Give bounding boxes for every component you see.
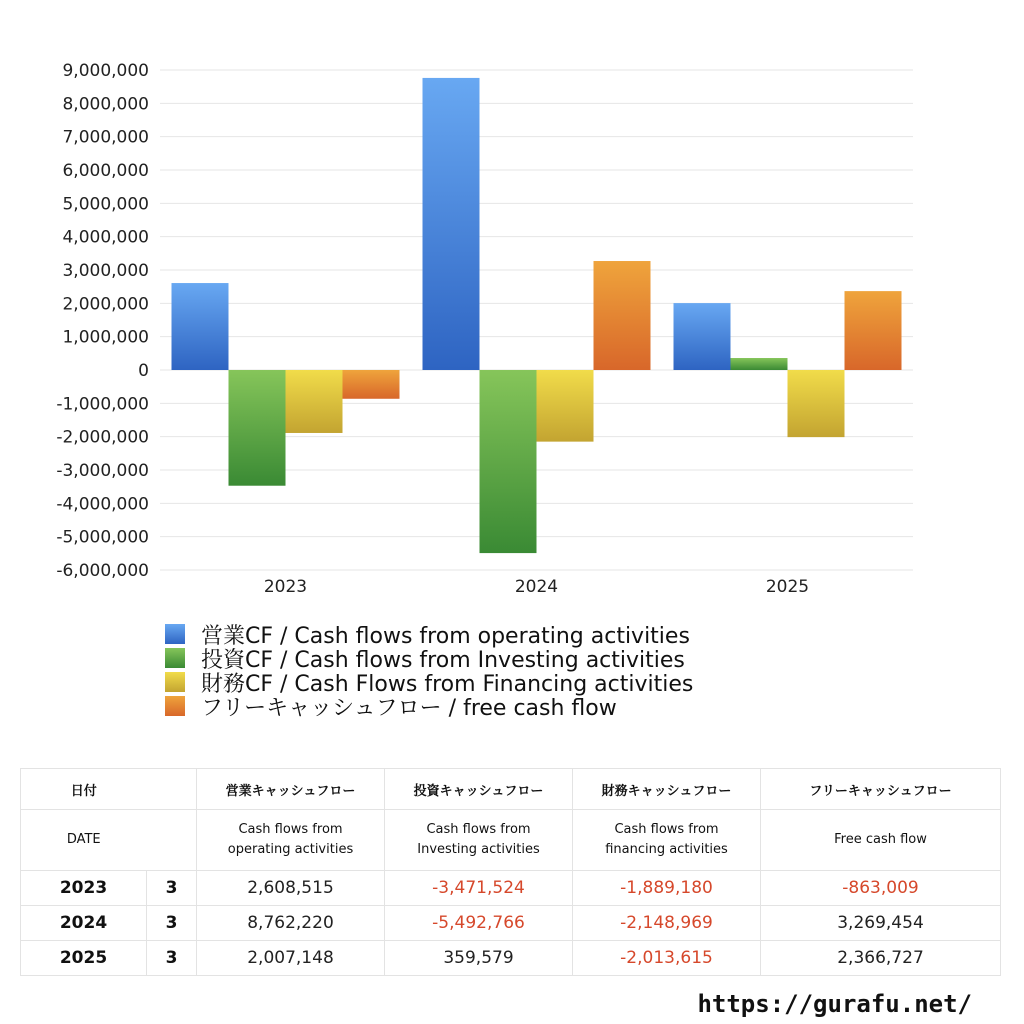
cell-financing: -1,889,180	[573, 871, 761, 906]
legend-item-free	[165, 694, 693, 721]
bar-2024-series-4	[594, 261, 651, 370]
y-tick-label: -1,000,000	[56, 394, 149, 415]
cell-investing: 359,579	[385, 941, 573, 976]
bar-2024-series-2	[480, 370, 537, 553]
header-date: 日付	[21, 769, 147, 810]
row-year: 2024	[21, 906, 147, 941]
y-tick-label: 1,000,000	[62, 327, 149, 348]
x-axis-ticks	[264, 577, 809, 597]
x-tick-label: 2024	[514, 577, 559, 597]
cell-operating: 2,608,515	[197, 871, 385, 906]
subheader-free: Free cash flow	[761, 810, 1001, 871]
cell-free: 2,366,727	[761, 941, 1001, 976]
subheader-operating: Cash flows from operating activities	[197, 810, 385, 871]
cell-free: -863,009	[761, 871, 1001, 906]
y-tick-label: -4,000,000	[56, 494, 149, 515]
cell-investing: -3,471,524	[385, 871, 573, 906]
cell-operating: 2,007,148	[197, 941, 385, 976]
bar-2024-series-1	[423, 78, 480, 370]
header-spacer	[147, 769, 197, 810]
subheader-spacer	[147, 810, 197, 871]
bar-2023-series-4	[343, 370, 400, 399]
legend-swatch-investing	[165, 648, 185, 668]
y-tick-label: 0	[138, 361, 149, 381]
bar-2023-series-3	[286, 370, 343, 433]
row-year: 2025	[21, 941, 147, 976]
legend-swatch-free	[165, 696, 185, 716]
bar-2025-series-3	[788, 370, 845, 437]
header-free: フリーキャッシュフロー	[761, 769, 1001, 810]
table-subheader-row	[21, 810, 1001, 871]
table-row	[21, 906, 1001, 941]
table-row	[21, 941, 1001, 976]
y-tick-label: 4,000,000	[62, 227, 149, 248]
cash-flow-table	[20, 768, 1001, 976]
y-tick-label: 6,000,000	[62, 161, 149, 181]
legend-label-operating: 営業CF / Cash flows from operating activities	[201, 623, 690, 649]
cell-investing: -5,492,766	[385, 906, 573, 941]
subheader-date: DATE	[21, 810, 147, 871]
x-tick-label: 2023	[263, 577, 308, 597]
table-row	[21, 871, 1001, 906]
header-investing: 投資キャッシュフロー	[385, 769, 573, 810]
y-tick-label: 7,000,000	[62, 127, 149, 148]
row-year: 2023	[21, 871, 147, 906]
bar-2024-series-3	[537, 370, 594, 442]
y-tick-label: 5,000,000	[62, 194, 149, 215]
row-month: 3	[147, 941, 197, 976]
bar-2025-series-4	[845, 291, 902, 370]
subheader-investing: Cash flows from Investing activities	[385, 810, 573, 871]
legend-swatch-financing	[165, 672, 185, 692]
table-header-row	[21, 769, 1001, 810]
y-tick-label: -5,000,000	[56, 527, 149, 548]
subheader-financing: Cash flows from financing activities	[573, 810, 761, 871]
legend-swatch-operating	[165, 624, 185, 644]
row-month: 3	[147, 906, 197, 941]
legend-label-investing: 投資CF / Cash flows from Investing activities	[201, 647, 685, 673]
header-financing: 財務キャッシュフロー	[573, 769, 761, 810]
legend-label-financing: 財務CF / Cash Flows from Financing activities	[201, 671, 694, 697]
y-tick-label: 9,000,000	[62, 61, 149, 81]
y-tick-label: 2,000,000	[62, 294, 149, 315]
x-tick-label: 2025	[765, 577, 810, 597]
y-tick-label: -3,000,000	[56, 461, 149, 481]
y-tick-label: 3,000,000	[62, 261, 149, 281]
cell-financing: -2,148,969	[573, 906, 761, 941]
y-axis-ticks	[56, 61, 149, 581]
legend-label-free: フリーキャッシュフロー / free cash flow	[201, 695, 617, 721]
y-tick-label: -6,000,000	[56, 561, 149, 581]
cell-free: 3,269,454	[761, 906, 1001, 941]
chart-legend	[165, 622, 694, 721]
site-url: https://gurafu.net/	[697, 990, 972, 1018]
bar-2023-series-1	[172, 283, 229, 370]
y-tick-label: 8,000,000	[62, 94, 149, 115]
bar-2023-series-2	[229, 370, 286, 486]
bar-2025-series-2	[731, 358, 788, 370]
cell-financing: -2,013,615	[573, 941, 761, 976]
cell-operating: 8,762,220	[197, 906, 385, 941]
bar-2025-series-1	[674, 303, 731, 370]
row-month: 3	[147, 871, 197, 906]
bars	[172, 78, 902, 553]
y-tick-label: -2,000,000	[56, 427, 149, 448]
header-operating: 営業キャッシュフロー	[197, 769, 385, 810]
